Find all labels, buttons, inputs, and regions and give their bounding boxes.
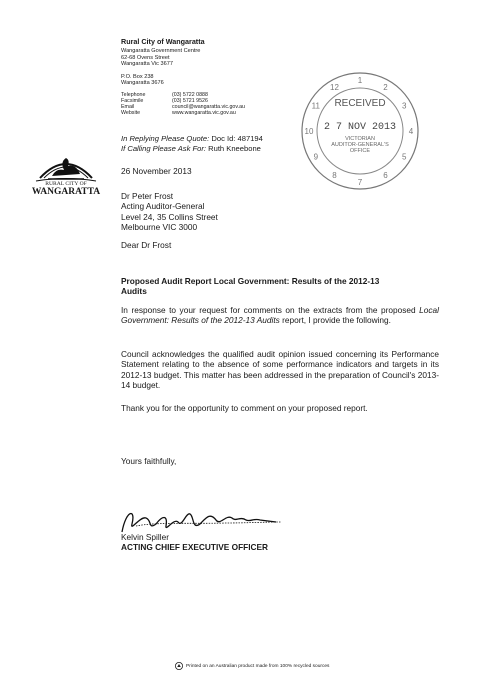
stamp-ring-number: 10 <box>304 127 314 136</box>
contact-label: Facsimile <box>121 98 144 105</box>
contact-label: Telephone <box>121 92 146 98</box>
recycle-icon <box>175 662 183 670</box>
address-line: Wangaratta Government Centre <box>121 48 201 55</box>
contact-label: Website <box>121 110 141 117</box>
salutation: Dear Dr Frost <box>121 240 172 250</box>
quote-label: In Replying Please Quote: <box>121 134 210 143</box>
footer <box>175 662 329 670</box>
contact-value: (03) 5721 9526 <box>172 98 208 105</box>
contact-label: Email <box>121 104 135 111</box>
logo-line1: RURAL CITY OF <box>45 181 87 187</box>
stamp-line1: VICTORIAN <box>345 136 375 142</box>
po-line: Wangaratta 3676 <box>121 80 164 87</box>
contact-value: www.wangaratta.vic.gov.au <box>172 110 236 117</box>
stamp-line2: AUDITOR-GENERAL'S <box>331 142 389 148</box>
closing: Yours faithfully, <box>121 456 177 466</box>
stamp-date: 2 7 NOV 2013 <box>323 122 397 133</box>
signatory-name: Kelvin Spiller <box>121 532 169 542</box>
recipient-line: Acting Auditor-General <box>121 201 205 212</box>
report-title: Local Government: Results of the 2012-13 Audits <box>121 305 439 326</box>
letterhead <box>121 39 205 86</box>
ask-label: If Calling Please Ask For: <box>121 143 206 153</box>
recipient-address <box>121 191 439 233</box>
recipient-line: Melbourne VIC 3000 <box>121 222 198 233</box>
stamp-ring-number: 12 <box>330 82 339 92</box>
address-line: Wangaratta Vic 3677 <box>121 61 173 68</box>
contact-value: council@wangaratta.vic.gov.au <box>172 104 246 111</box>
para1-text: In response to your request for comments on the extracts from the proposed <box>121 305 420 315</box>
stamp-ring-number: 3 <box>401 101 407 111</box>
footer-text: Printed on an Australian product made from 100% recycled sources <box>186 663 330 669</box>
recipient-line: Level 24, 35 Collins Street <box>121 211 218 222</box>
stamp-line3: OFFICE <box>349 148 371 154</box>
org-name: Rural City of Wangaratta <box>121 37 205 46</box>
stamp-ring-number: 6 <box>383 171 388 181</box>
stamp-received: RECEIVED <box>334 98 386 109</box>
po-line: P.O. Box 238 <box>121 73 154 80</box>
stamp-ring-number: 9 <box>313 152 319 162</box>
para1-text-end: report, I provide the following. <box>279 315 391 326</box>
subject-line: Audits <box>121 286 147 297</box>
stamp-ring-number: 2 <box>383 82 388 92</box>
address-line: 62-68 Ovens Street <box>121 54 170 61</box>
contact-value: (03) 5722 0888 <box>172 92 208 98</box>
logo-text <box>29 181 103 197</box>
stamp-ring-number: 7 <box>357 178 363 187</box>
swan-logo-icon <box>30 146 102 182</box>
stamp-ring-number: 8 <box>332 171 337 181</box>
logo-line2: WANGARATTA <box>31 187 101 197</box>
recipient-line: Dr Peter Frost <box>121 191 174 201</box>
stamp-ring-number: 1 <box>357 76 363 85</box>
stamp-ring-number: 5 <box>401 152 407 162</box>
subject <box>121 276 439 297</box>
paragraph-1 <box>121 305 439 326</box>
signatory-title: ACTING CHIEF EXECUTIVE OFFICER <box>121 542 269 553</box>
reference-block <box>121 134 263 153</box>
paragraph-3: Thank you for the opportunity to comment on your proposed report. <box>121 403 368 413</box>
paragraph-2: Council acknowledges the qualified audit opinion issued concerning its Performance Statement relating to the absence of some performance indicators and targets in its 2012-13 budget. This matter has been addressed in the preparation of Council's 2013-14 budget. <box>121 349 439 391</box>
stamp-ring-number: 4 <box>408 127 414 136</box>
signatory <box>121 532 439 553</box>
contact-block <box>121 92 245 116</box>
letter-date: 26 November 2013 <box>121 166 192 176</box>
stamp-ring-number: 11 <box>311 101 320 111</box>
ask-value: Ruth Kneebone <box>208 143 261 153</box>
quote-value: Doc Id: 487194 <box>211 134 263 143</box>
subject-line: Proposed Audit Report Local Government: Results of the 2012-13 <box>121 276 380 286</box>
